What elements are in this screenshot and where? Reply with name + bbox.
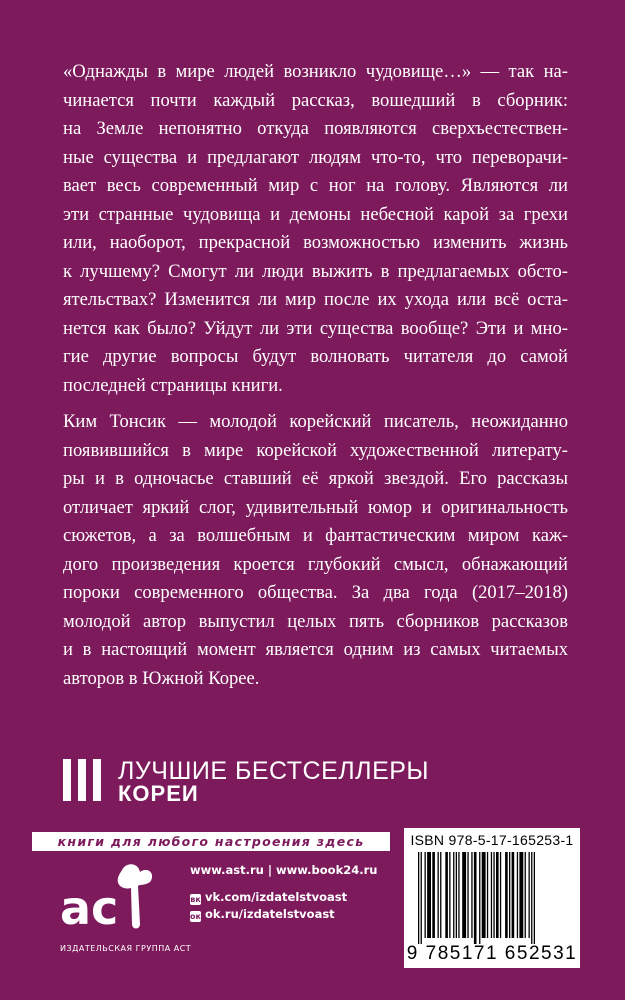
barcode-bar (449, 852, 450, 938)
barcode-bar (471, 852, 472, 938)
series-bars-icon (63, 759, 103, 801)
barcode-bar (517, 852, 518, 938)
text-line: ятельствах? Изменится ли мир после их ухода или всё оста- (63, 289, 568, 310)
barcode-bars (416, 852, 568, 944)
text-line: сюжетов, а за волшебным и фантастическим миром каж- (63, 525, 568, 546)
barcode-bar (531, 852, 532, 944)
ast-logo (60, 862, 192, 962)
barcode-bar (505, 852, 508, 938)
barcode-bar (425, 852, 426, 938)
text-line: и в настоящий момент является одним из самых читаемых (63, 639, 568, 660)
barcode-bar (519, 852, 523, 938)
text-line: дого произведения кроется глубокий смысл, обнажающий (63, 553, 568, 575)
barcode-bar (438, 852, 439, 938)
series-title-line2: КОРЕИ (118, 781, 199, 806)
text-line: отличает яркий слог, удивительный юмор и оригинальность (63, 496, 568, 518)
barcode-bar (491, 852, 492, 938)
barcode-bar (453, 852, 454, 938)
text-line: вает весь современный мир с ног на голову. Являются ли (63, 175, 568, 196)
series-title-line1: ЛУЧШИЕ БЕСТСЕЛЛЕРЫ (118, 757, 430, 785)
text-line: молодой автор выпустил целых пять сборников рассказов (63, 610, 568, 632)
ok-link-text: ok.ru/izdatelstvoast (205, 907, 335, 921)
isbn-barcode (404, 828, 580, 968)
barcode-bar (458, 852, 459, 938)
annotation-paragraph-2 (63, 408, 568, 693)
barcode-bar (482, 852, 486, 938)
publisher-caption: ИЗДАТЕЛЬСКАЯ ГРУППА АСТ (60, 944, 192, 953)
isbn-text: ISBN 978-5-17-165253-1 (410, 832, 574, 848)
text-line: Ким Тонсик — молодой корейский писатель, неожиданно (63, 411, 568, 432)
text-line: нется как было? Уйдут ли эти существа вообще? Эти и мно- (63, 317, 568, 339)
barcode-number: 9 785171 652531 (406, 943, 578, 964)
text-line: «Однажды в мире людей возникло чудовище…» — так на- (63, 61, 568, 82)
text-line: авторов в Южной Корее. (63, 667, 260, 689)
barcode-bar (440, 852, 441, 938)
ok-icon: ок (190, 912, 201, 921)
vk-link[interactable] (190, 890, 347, 905)
text-line: пороки современного общества. За два года (2017–2018) (63, 582, 568, 603)
text-line: или, наоборот, прекрасной возможностью изменить жизнь (63, 232, 568, 253)
barcode-bar (525, 852, 526, 938)
tagline-banner: книги для любого настроения здесь (32, 832, 390, 851)
barcode-bar (479, 852, 480, 944)
barcode-bar (500, 852, 501, 938)
barcode-bar (529, 852, 530, 938)
barcode-bar (462, 852, 466, 938)
text-line: ные существа и предлагают людям что-то, что переворачи- (63, 146, 568, 168)
barcode-bar (421, 852, 422, 944)
text-line: эти странные чудовища и демоны небесной карой за грехи (63, 203, 568, 225)
websites-link[interactable]: www.ast.ru | www.book24.ru (190, 863, 378, 877)
barcode-bar (493, 852, 494, 938)
barcode-bar (487, 852, 488, 938)
text-line: на Земле непонятно откуда появляются сверхъестествен- (63, 118, 568, 139)
text-line: чинается почти каждый рассказ, вошедший в сборник: (63, 89, 568, 111)
barcode-bar (427, 852, 431, 938)
barcode-bar (418, 852, 419, 944)
vk-icon: вк (190, 895, 201, 904)
barcode-bar (467, 852, 468, 938)
text-line: появившийся в мире корейской художественной литерату- (63, 439, 568, 461)
text-line: последней страницы книги. (63, 374, 283, 396)
text-line: к лучшему? Смогут ли люди выжить в предлагаемых обсто- (63, 260, 568, 282)
barcode-bar (512, 852, 515, 938)
barcode-bar (474, 852, 477, 944)
barcode-bar (496, 852, 499, 938)
svg-text:ac: ac (60, 881, 119, 935)
barcode-bar (445, 852, 448, 938)
text-line: гие другие вопросы будут волновать читателя до самой (63, 346, 568, 367)
barcode-bar (534, 852, 535, 944)
annotation-paragraph-1 (63, 58, 568, 400)
vk-link-text: vk.com/izdatelstvoast (205, 890, 348, 904)
ok-link[interactable] (190, 907, 335, 922)
barcode-bar (509, 852, 510, 938)
text-line: ры и в одночасье ставший её яркой звездой. Его рассказы (63, 468, 568, 489)
barcode-bar (456, 852, 457, 938)
ast-logo-icon (60, 862, 175, 944)
barcode-bar (432, 852, 435, 938)
